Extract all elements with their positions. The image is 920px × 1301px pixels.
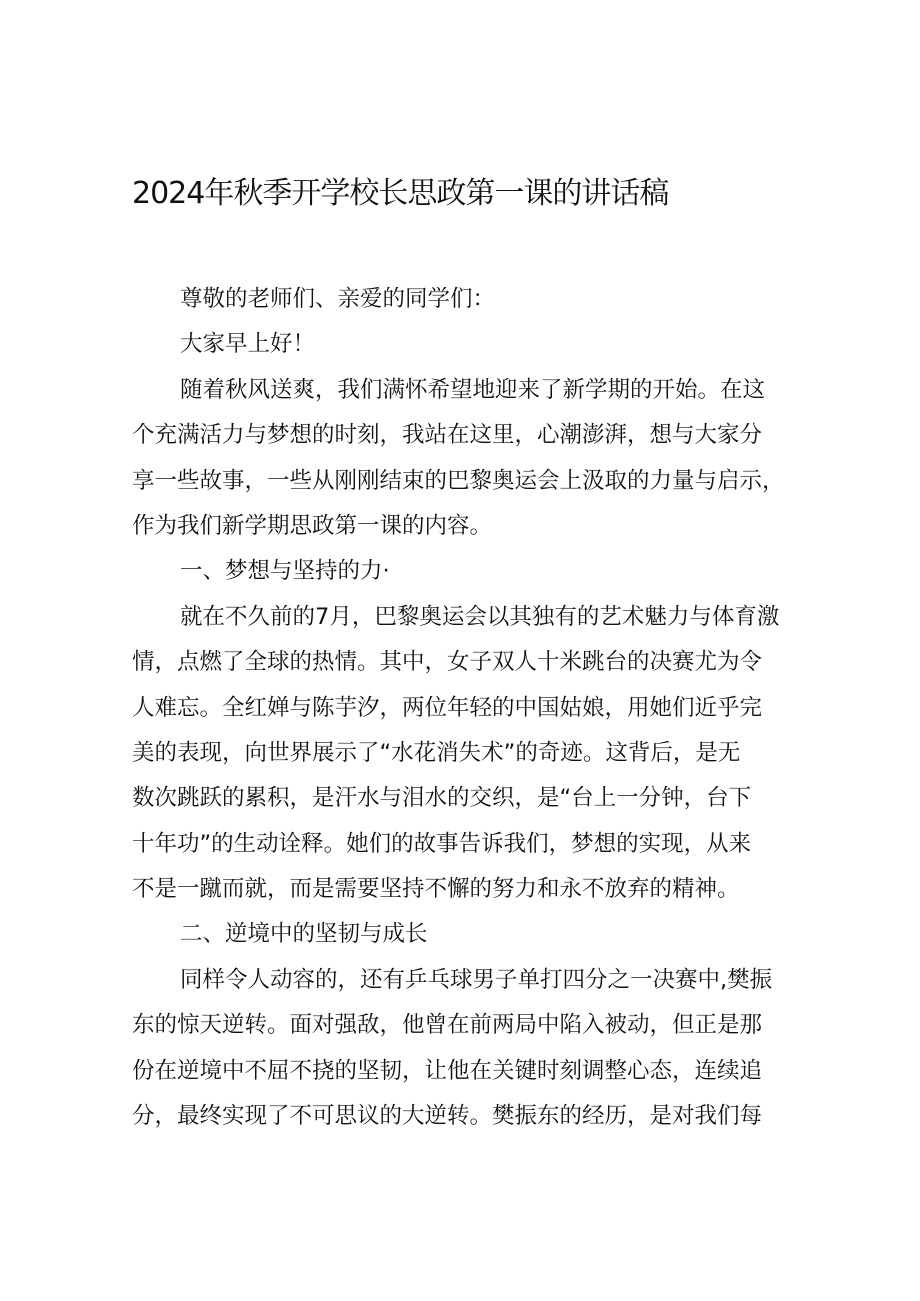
text-line: 人难忘。全红婵与陈芋汐，两位年轻的中国姑娘，用她们近乎完 xyxy=(132,694,763,721)
text-line: 随着秋风送爽，我们满怀希望地迎来了新学期的开始。在这 xyxy=(180,376,766,403)
text-line: 个充满活力与梦想的时刻，我站在这里，心潮澎湃，想与大家分 xyxy=(132,422,763,449)
text-line: 尊敬的老师们、亲爱的同学们： xyxy=(180,286,496,312)
text-line: 情，点燃了全球的热情。其中，女子双人十米跳台的决赛尤为令 xyxy=(132,649,763,676)
text-line: 数次跳跃的累积，是汗水与泪水的交织，是“台上一分钟，台下 xyxy=(132,785,752,812)
text-line: 同样令人动容的，还有乒乓球男子单打四分之一决赛中,樊振 xyxy=(180,966,773,993)
text-line: 一、梦想与坚持的力· xyxy=(180,558,390,585)
text-line: 份在逆境中不屈不挠的坚韧，让他在关键时刻调整心态，连续追 xyxy=(132,1057,763,1084)
document-body xyxy=(132,277,800,1139)
document-title: 2024年秋季开学校长思政第一课的讲话稿 xyxy=(132,176,669,211)
text-line: 东的惊天逆转。面对强敌，他曾在前两局中陷入被动，但正是那 xyxy=(132,1012,763,1039)
text-line: 不是一蹴而就，而是需要坚持不懈的努力和永不放弃的精神。 xyxy=(132,876,740,903)
text-line: 享一些故事，一些从刚刚结束的巴黎奥运会上汲取的力量与启示， xyxy=(132,467,785,494)
text-line: 就在不久前的7月，巴黎奥运会以其独有的艺术魅力与体育激 xyxy=(180,603,780,630)
text-line: 大家早上好！ xyxy=(180,331,316,358)
text-line: 分，最终实现了不可思议的大逆转。樊振东的经历，是对我们每 xyxy=(132,1103,763,1130)
text-line: 美的表现，向世界展示了“水花消失术”的奇迹。这背后，是无 xyxy=(132,739,741,766)
text-line: 十年功”的生动诠释。她们的故事告诉我们，梦想的实现，从来 xyxy=(132,830,752,857)
text-line: 二、逆境中的坚韧与成长 xyxy=(180,921,428,948)
text-line: 作为我们新学期思政第一课的内容。 xyxy=(132,512,493,539)
